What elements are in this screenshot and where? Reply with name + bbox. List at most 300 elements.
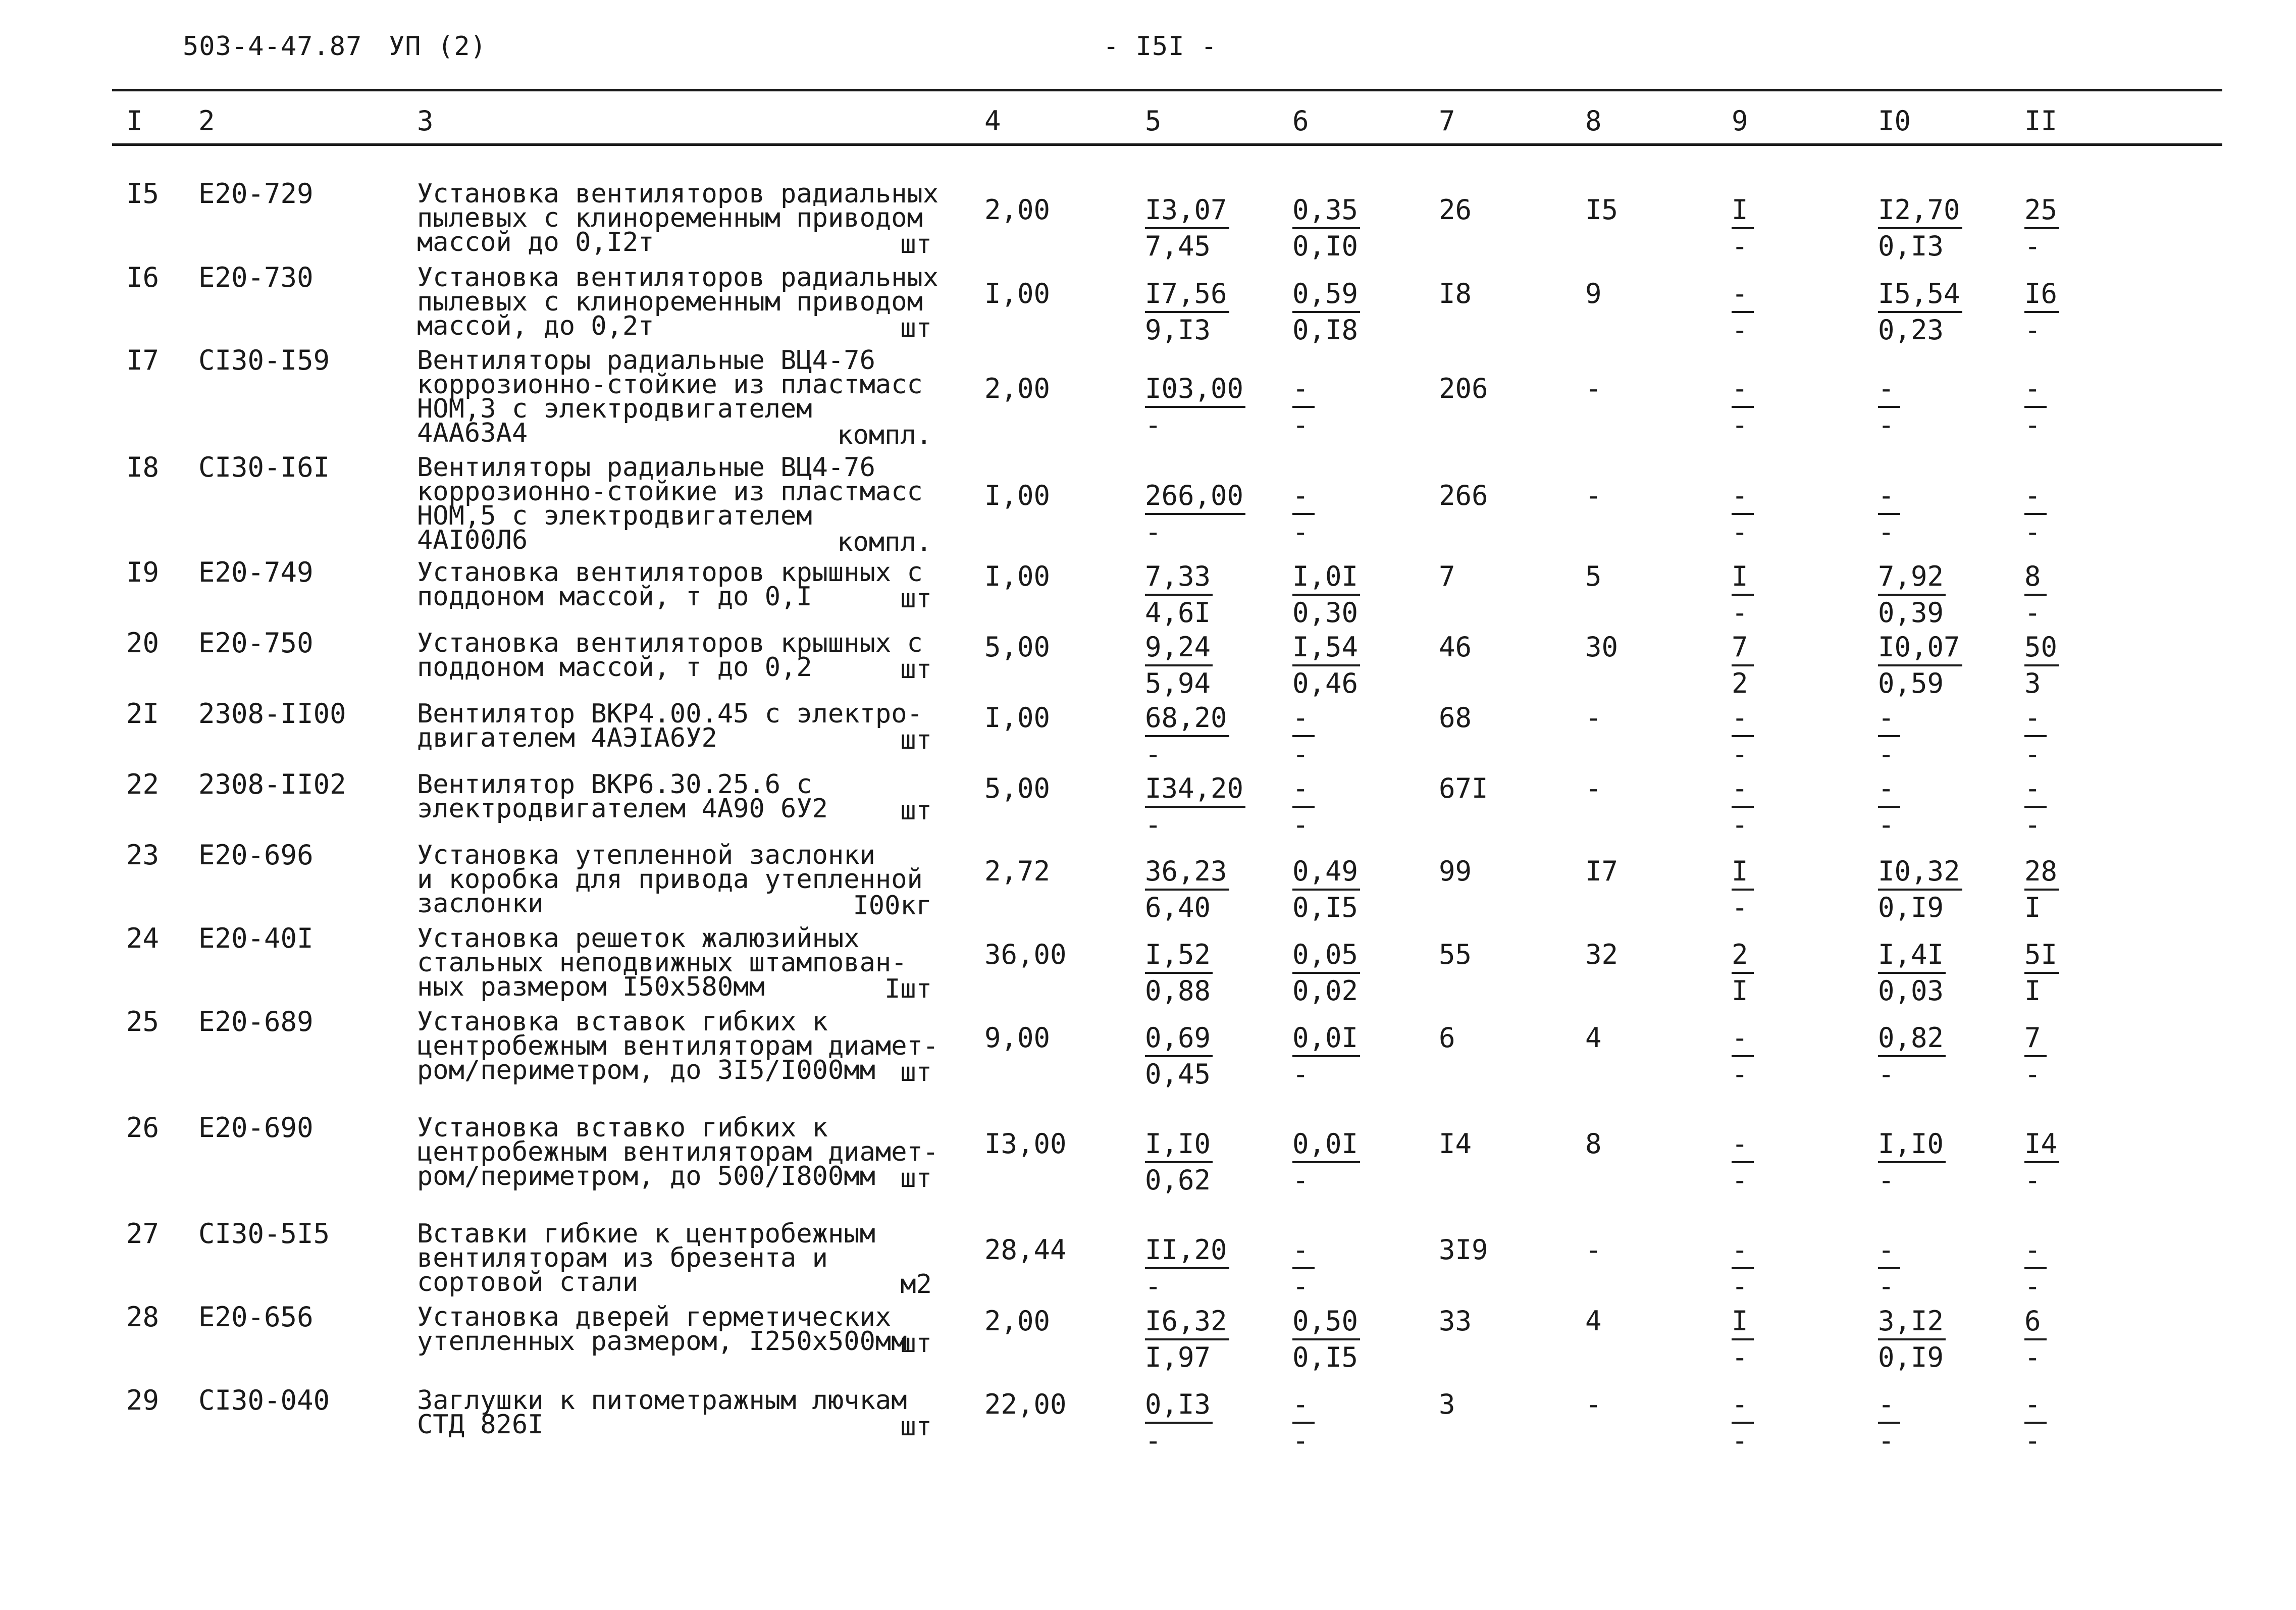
total-cost: 26 — [1439, 194, 1472, 226]
labor-total-denominator: - — [2024, 516, 2041, 548]
work-description — [417, 1007, 939, 1087]
work-description — [417, 179, 939, 259]
table-top-rule — [112, 89, 2222, 91]
work-description — [417, 840, 932, 921]
quantity: 5,00 — [984, 772, 1051, 804]
description-line: ром/периметром, до 3I5/I000мм — [417, 1055, 875, 1085]
labor-per-unit-numerator: 3,I2 — [1878, 1304, 1946, 1340]
unit-of-measure: шт — [900, 1163, 932, 1193]
column-header-11: II — [2024, 105, 2058, 137]
total-machines-numerator: - — [1732, 277, 1754, 313]
unit-cost-total-denominator: - — [1145, 738, 1162, 770]
unit-cost-wages-denominator: 0,I5 — [1292, 892, 1359, 923]
work-description — [417, 1385, 932, 1442]
labor-total-numerator: 28 — [2024, 854, 2059, 891]
labor-per-unit-denominator: - — [1878, 409, 1895, 441]
labor-total — [2024, 1127, 2176, 1198]
unit-cost-wages-denominator: 0,02 — [1292, 975, 1359, 1007]
description-line: Установка решеток жалюзийных — [417, 923, 860, 954]
labor-total-denominator: - — [2024, 1164, 2041, 1196]
labor-total-numerator: - — [2024, 372, 2047, 408]
unit-cost-total-numerator: I3,07 — [1145, 193, 1229, 229]
labor-per-unit-numerator: - — [1878, 1387, 1900, 1424]
table-header-rule — [112, 143, 2222, 146]
unit-cost-wages-numerator: - — [1292, 1387, 1315, 1424]
labor-per-unit-numerator: - — [1878, 771, 1900, 808]
unit-cost-wages-denominator: 0,46 — [1292, 667, 1359, 699]
rate-code: Е20-730 — [198, 262, 314, 293]
labor-total-denominator: I — [2024, 975, 2041, 1007]
unit-cost-wages — [1292, 559, 1444, 630]
unit-cost-total-numerator: I6,32 — [1145, 1304, 1229, 1340]
labor-total — [2024, 1304, 2176, 1375]
unit-cost-wages-numerator: 0,59 — [1292, 277, 1360, 313]
rate-code: Е20-40I — [198, 922, 314, 954]
labor-total-numerator: - — [2024, 701, 2047, 737]
labor-per-unit — [1878, 479, 2029, 549]
unit-of-measure: шт — [900, 796, 932, 826]
row-number: 26 — [126, 1112, 160, 1144]
labor-total-numerator: 25 — [2024, 193, 2059, 229]
total-wages: 4 — [1585, 1022, 1602, 1054]
description-line: Установка дверей герметических — [417, 1302, 892, 1332]
unit-cost-wages-denominator: 0,I5 — [1292, 1341, 1359, 1373]
quantity: I,00 — [984, 560, 1051, 592]
unit-cost-wages-numerator: 0,0I — [1292, 1021, 1360, 1057]
labor-per-unit-denominator: - — [1878, 809, 1895, 841]
total-cost: 55 — [1439, 939, 1472, 970]
work-description — [417, 628, 932, 685]
unit-cost-wages-denominator: - — [1292, 1058, 1309, 1090]
unit-of-measure: шт — [900, 725, 932, 755]
unit-cost-wages — [1292, 771, 1444, 842]
labor-total-numerator: I6 — [2024, 277, 2059, 313]
unit-of-measure: шт — [900, 229, 932, 259]
doc-code: 503-4-47.87 — [183, 31, 362, 62]
labor-per-unit-numerator: I2,70 — [1878, 193, 1962, 229]
description-line: заслонки — [417, 889, 544, 919]
total-machines — [1732, 1387, 1883, 1458]
total-machines — [1732, 854, 1883, 925]
total-cost: 3 — [1439, 1388, 1455, 1420]
labor-per-unit-numerator: I0,32 — [1878, 854, 1962, 891]
rate-code: Е20-656 — [198, 1301, 314, 1333]
description-line: утепленных размером, I250х500мм — [417, 1326, 907, 1357]
total-machines — [1732, 771, 1883, 842]
row-number: I7 — [126, 344, 160, 376]
labor-per-unit — [1878, 1021, 2029, 1092]
total-machines-denominator: - — [1732, 230, 1748, 262]
unit-of-measure: Iшт — [884, 974, 932, 1004]
labor-per-unit-denominator: 0,I9 — [1878, 1341, 1944, 1373]
work-description — [417, 699, 932, 755]
labor-total — [2024, 277, 2176, 347]
unit-cost-total-denominator: 6,40 — [1145, 892, 1211, 923]
unit-of-measure: шт — [900, 584, 932, 614]
labor-total — [2024, 193, 2176, 264]
labor-per-unit-denominator: - — [1878, 1425, 1895, 1457]
total-machines-numerator: I — [1732, 1304, 1754, 1340]
labor-per-unit-denominator: 0,59 — [1878, 667, 1944, 699]
quantity: 2,00 — [984, 373, 1051, 404]
description-line: пылевых с клиноременным приводом — [417, 203, 923, 233]
total-machines-denominator: - — [1732, 314, 1748, 346]
labor-total-numerator: 50 — [2024, 630, 2059, 666]
unit-cost-wages-numerator: - — [1292, 771, 1315, 808]
labor-per-unit-denominator: 0,23 — [1878, 314, 1944, 346]
labor-per-unit-numerator: - — [1878, 701, 1900, 737]
unit-cost-total-denominator: 0,45 — [1145, 1058, 1211, 1090]
quantity: 2,00 — [984, 1305, 1051, 1337]
labor-per-unit-denominator: - — [1878, 1058, 1895, 1090]
labor-total-denominator: - — [2024, 597, 2041, 629]
quantity: 28,44 — [984, 1234, 1067, 1266]
total-machines — [1732, 372, 1883, 442]
labor-total-denominator: - — [2024, 1270, 2041, 1302]
unit-of-measure: шт — [900, 1057, 932, 1087]
unit-cost-total-denominator: - — [1145, 1270, 1162, 1302]
unit-cost-wages-numerator: I,0I — [1292, 559, 1360, 596]
description-line: Установка утепленной заслонки — [417, 840, 875, 870]
labor-total-denominator: - — [2024, 1058, 2041, 1090]
unit-cost-total-numerator: II,20 — [1145, 1233, 1229, 1269]
unit-cost-total — [1145, 1127, 1296, 1198]
total-wages: - — [1585, 772, 1602, 804]
unit-cost-total — [1145, 1021, 1296, 1092]
total-cost: 68 — [1439, 702, 1472, 734]
total-cost: 46 — [1439, 631, 1472, 663]
labor-total — [2024, 701, 2176, 771]
unit-cost-total-numerator: I34,20 — [1145, 771, 1245, 808]
unit-cost-wages-numerator: 0,05 — [1292, 938, 1360, 974]
unit-cost-total — [1145, 559, 1296, 630]
total-machines-denominator: - — [1732, 809, 1748, 841]
row-number: 22 — [126, 768, 160, 800]
total-machines — [1732, 1021, 1883, 1092]
column-header-1: I — [126, 105, 143, 137]
labor-per-unit — [1878, 372, 2029, 442]
unit-cost-total — [1145, 630, 1296, 701]
unit-cost-total — [1145, 701, 1296, 771]
total-machines-numerator: - — [1732, 479, 1754, 515]
description-line: 4АА63А4 — [417, 418, 528, 448]
total-machines-numerator: - — [1732, 771, 1754, 808]
labor-total — [2024, 854, 2176, 925]
total-machines-numerator: 2 — [1732, 938, 1754, 974]
labor-total — [2024, 771, 2176, 842]
rate-code: СI30-I59 — [198, 344, 330, 376]
unit-of-measure: компл. — [837, 527, 932, 557]
unit-cost-total-numerator: 7,33 — [1145, 559, 1213, 596]
row-number: I5 — [126, 178, 160, 210]
total-machines — [1732, 277, 1883, 347]
total-wages: I7 — [1585, 855, 1619, 887]
description-line: поддоном массой, т до 0,2 — [417, 652, 812, 683]
row-number: 25 — [126, 1006, 160, 1037]
total-machines-numerator: - — [1732, 372, 1754, 408]
labor-total-numerator: 7 — [2024, 1021, 2047, 1057]
total-wages: - — [1585, 1234, 1602, 1266]
unit-cost-wages — [1292, 1233, 1444, 1304]
total-wages: - — [1585, 373, 1602, 404]
description-line: двигателем 4АЭIА6У2 — [417, 723, 717, 753]
unit-cost-wages-numerator: 0,49 — [1292, 854, 1360, 891]
labor-per-unit — [1878, 854, 2029, 925]
total-machines-denominator: - — [1732, 597, 1748, 629]
labor-per-unit-denominator: - — [1878, 738, 1895, 770]
description-line: Вентиляторы радиальные ВЦ4-76 — [417, 345, 875, 376]
total-machines-numerator: I — [1732, 193, 1754, 229]
unit-cost-total-denominator: 5,94 — [1145, 667, 1211, 699]
total-wages: 30 — [1585, 631, 1619, 663]
labor-per-unit — [1878, 1304, 2029, 1375]
column-header-2: 2 — [198, 105, 215, 137]
unit-cost-wages-denominator: - — [1292, 1425, 1309, 1457]
labor-total-numerator: - — [2024, 1233, 2047, 1269]
labor-per-unit-numerator: 0,82 — [1878, 1021, 1946, 1057]
quantity: 36,00 — [984, 939, 1067, 970]
rate-code: Е20-689 — [198, 1006, 314, 1037]
total-machines-numerator: - — [1732, 1233, 1754, 1269]
unit-cost-wages — [1292, 1387, 1444, 1458]
unit-of-measure: компл. — [837, 420, 932, 450]
unit-cost-total-numerator: 266,00 — [1145, 479, 1245, 515]
unit-cost-total-denominator: 0,62 — [1145, 1164, 1211, 1196]
labor-per-unit-denominator: - — [1878, 1270, 1895, 1302]
total-machines-denominator: - — [1732, 1270, 1748, 1302]
description-line: коррозионно-стойкие из пластмасс — [417, 370, 923, 400]
labor-per-unit-numerator: - — [1878, 1233, 1900, 1269]
total-wages: I5 — [1585, 194, 1619, 226]
labor-total — [2024, 479, 2176, 549]
labor-per-unit — [1878, 1233, 2029, 1304]
total-cost: 206 — [1439, 373, 1488, 404]
rate-code: Е20-729 — [198, 178, 314, 210]
total-machines — [1732, 938, 1883, 1008]
unit-cost-wages — [1292, 938, 1444, 1008]
row-number: I8 — [126, 451, 160, 483]
unit-cost-wages — [1292, 479, 1444, 549]
labor-total — [2024, 1021, 2176, 1092]
labor-total-denominator: - — [2024, 809, 2041, 841]
labor-per-unit-numerator: I,I0 — [1878, 1127, 1946, 1163]
unit-cost-wages-numerator: - — [1292, 479, 1315, 515]
labor-per-unit-numerator: I5,54 — [1878, 277, 1962, 313]
rate-code: 2308-II00 — [198, 698, 346, 730]
unit-cost-total-numerator: 0,69 — [1145, 1021, 1213, 1057]
description-line: стальных неподвижных штампован- — [417, 948, 907, 978]
total-machines — [1732, 701, 1883, 771]
work-description — [417, 769, 932, 826]
total-wages: 5 — [1585, 560, 1602, 592]
row-number: 29 — [126, 1384, 160, 1416]
unit-cost-wages-numerator: - — [1292, 701, 1315, 737]
quantity: 22,00 — [984, 1388, 1067, 1420]
description-line: центробежным вентиляторам диамет- — [417, 1137, 939, 1167]
total-machines — [1732, 479, 1883, 549]
rate-code: 2308-II02 — [198, 768, 346, 800]
total-cost: I8 — [1439, 278, 1472, 309]
unit-cost-total — [1145, 854, 1296, 925]
description-line: Вентилятор ВКР4.00.45 с электро- — [417, 699, 923, 729]
description-line: электродвигателем 4А90 6У2 — [417, 794, 828, 824]
total-machines-denominator: - — [1732, 1341, 1748, 1373]
unit-cost-total — [1145, 372, 1296, 442]
row-number: 23 — [126, 839, 160, 871]
unit-cost-wages — [1292, 854, 1444, 925]
labor-per-unit — [1878, 193, 2029, 264]
album-code: УП (2) — [389, 31, 487, 62]
unit-cost-wages-numerator: - — [1292, 372, 1315, 408]
total-machines-numerator: 7 — [1732, 630, 1754, 666]
labor-per-unit — [1878, 277, 2029, 347]
unit-cost-total-denominator: I,97 — [1145, 1341, 1211, 1373]
unit-cost-total-denominator: 4,6I — [1145, 597, 1211, 629]
description-line: Вставки гибкие к центробежным — [417, 1219, 875, 1249]
unit-cost-wages-denominator: - — [1292, 409, 1309, 441]
description-line: Установка вентиляторов крышных с — [417, 628, 923, 658]
unit-cost-total-denominator: 0,88 — [1145, 975, 1211, 1007]
description-line: НОМ,3 с электродвигателем — [417, 394, 812, 424]
unit-cost-wages-denominator: - — [1292, 1164, 1309, 1196]
unit-cost-wages-denominator: 0,I8 — [1292, 314, 1359, 346]
unit-cost-wages-denominator: - — [1292, 809, 1309, 841]
row-number: 24 — [126, 922, 160, 954]
total-machines-denominator: I — [1732, 975, 1748, 1007]
quantity: 9,00 — [984, 1022, 1051, 1054]
unit-cost-wages — [1292, 1021, 1444, 1092]
unit-cost-wages — [1292, 372, 1444, 442]
total-wages: 9 — [1585, 278, 1602, 309]
unit-cost-total-numerator: I,52 — [1145, 938, 1213, 974]
rate-code: СI30-I6I — [198, 451, 330, 483]
unit-cost-wages — [1292, 193, 1444, 264]
description-line: Вентилятор ВКР6.30.25.6 с — [417, 769, 812, 800]
total-wages: - — [1585, 1388, 1602, 1420]
work-description — [417, 1302, 932, 1359]
description-line: пылевых с клиноременным приводом — [417, 287, 923, 317]
unit-cost-total-denominator: 9,I3 — [1145, 314, 1211, 346]
unit-of-measure: шт — [900, 1328, 932, 1359]
description-line: центробежным вентиляторам диамет- — [417, 1031, 939, 1061]
unit-of-measure: I00кг — [853, 891, 932, 921]
unit-cost-wages-numerator: - — [1292, 1233, 1315, 1269]
total-machines-denominator: - — [1732, 516, 1748, 548]
unit-cost-wages — [1292, 701, 1444, 771]
unit-cost-total-denominator: - — [1145, 1425, 1162, 1457]
total-machines — [1732, 559, 1883, 630]
description-line: ных размером I50х580мм — [417, 972, 765, 1002]
unit-of-measure: шт — [900, 1412, 932, 1442]
unit-cost-total-numerator: 9,24 — [1145, 630, 1213, 666]
unit-cost-total-denominator: 7,45 — [1145, 230, 1211, 262]
unit-of-measure: м2 — [900, 1269, 932, 1300]
labor-total-denominator: - — [2024, 1425, 2041, 1457]
total-wages: - — [1585, 702, 1602, 734]
labor-per-unit — [1878, 1127, 2029, 1198]
quantity: 2,00 — [984, 194, 1051, 226]
labor-per-unit-numerator: - — [1878, 372, 1900, 408]
work-description — [417, 557, 932, 614]
work-description — [417, 263, 939, 343]
unit-of-measure: шт — [900, 654, 932, 685]
labor-per-unit-numerator: I0,07 — [1878, 630, 1962, 666]
unit-cost-total-numerator: 68,20 — [1145, 701, 1229, 737]
labor-per-unit-denominator: - — [1878, 516, 1895, 548]
total-cost: 3I9 — [1439, 1234, 1488, 1266]
total-cost: 99 — [1439, 855, 1472, 887]
total-machines — [1732, 1233, 1883, 1304]
description-line: Установка вентиляторов радиальных — [417, 263, 939, 293]
labor-total-denominator: - — [2024, 230, 2041, 262]
labor-per-unit — [1878, 938, 2029, 1008]
labor-per-unit — [1878, 701, 2029, 771]
unit-cost-total-numerator: 36,23 — [1145, 854, 1229, 891]
labor-per-unit-denominator: - — [1878, 1164, 1895, 1196]
unit-cost-wages-denominator: - — [1292, 516, 1309, 548]
unit-cost-wages — [1292, 630, 1444, 701]
row-number: 2I — [126, 698, 160, 730]
quantity: I,00 — [984, 278, 1051, 309]
unit-cost-total-denominator: - — [1145, 516, 1162, 548]
unit-cost-total — [1145, 1233, 1296, 1304]
unit-cost-total-numerator: I7,56 — [1145, 277, 1229, 313]
page-number: - I5I - — [1103, 31, 1218, 62]
work-description — [417, 1113, 939, 1193]
total-cost: 67I — [1439, 772, 1488, 804]
quantity: 5,00 — [984, 631, 1051, 663]
unit-cost-wages-denominator: - — [1292, 1270, 1309, 1302]
labor-total-numerator: - — [2024, 771, 2047, 808]
column-header-8: 8 — [1585, 105, 1602, 137]
description-line: поддоном массой, т до 0,I — [417, 582, 812, 612]
work-description — [417, 923, 932, 1004]
labor-per-unit — [1878, 630, 2029, 701]
quantity: I,00 — [984, 702, 1051, 734]
total-machines — [1732, 1304, 1883, 1375]
labor-per-unit — [1878, 771, 2029, 842]
work-description — [417, 1219, 932, 1300]
description-line: Установка вставок гибких к — [417, 1007, 828, 1037]
rate-code: Е20-749 — [198, 556, 314, 588]
labor-total — [2024, 559, 2176, 630]
total-machines-denominator: - — [1732, 1425, 1748, 1457]
total-wages: 32 — [1585, 939, 1619, 970]
description-line: Заглушки к питометражным лючкам — [417, 1385, 907, 1416]
labor-total — [2024, 1233, 2176, 1304]
description-line: Установка вставко гибких к — [417, 1113, 828, 1143]
description-line: Установка вентиляторов радиальных — [417, 179, 939, 209]
unit-cost-wages-denominator: 0,I0 — [1292, 230, 1359, 262]
work-description — [417, 452, 932, 557]
total-wages: 4 — [1585, 1305, 1602, 1337]
labor-total-denominator: 3 — [2024, 667, 2041, 699]
total-machines — [1732, 1127, 1883, 1198]
total-machines-denominator: - — [1732, 1164, 1748, 1196]
labor-per-unit — [1878, 1387, 2029, 1458]
total-machines-denominator: - — [1732, 1058, 1748, 1090]
total-machines-numerator: - — [1732, 1021, 1754, 1057]
total-cost: 33 — [1439, 1305, 1472, 1337]
unit-cost-wages — [1292, 1127, 1444, 1198]
total-cost: 6 — [1439, 1022, 1455, 1054]
unit-cost-wages-numerator: 0,50 — [1292, 1304, 1360, 1340]
total-machines-numerator: - — [1732, 1127, 1754, 1163]
description-line: Установка вентиляторов крышных с — [417, 557, 923, 588]
unit-cost-total-numerator: I,I0 — [1145, 1127, 1213, 1163]
labor-per-unit-denominator: 0,I3 — [1878, 230, 1944, 262]
labor-total-numerator: 6 — [2024, 1304, 2047, 1340]
